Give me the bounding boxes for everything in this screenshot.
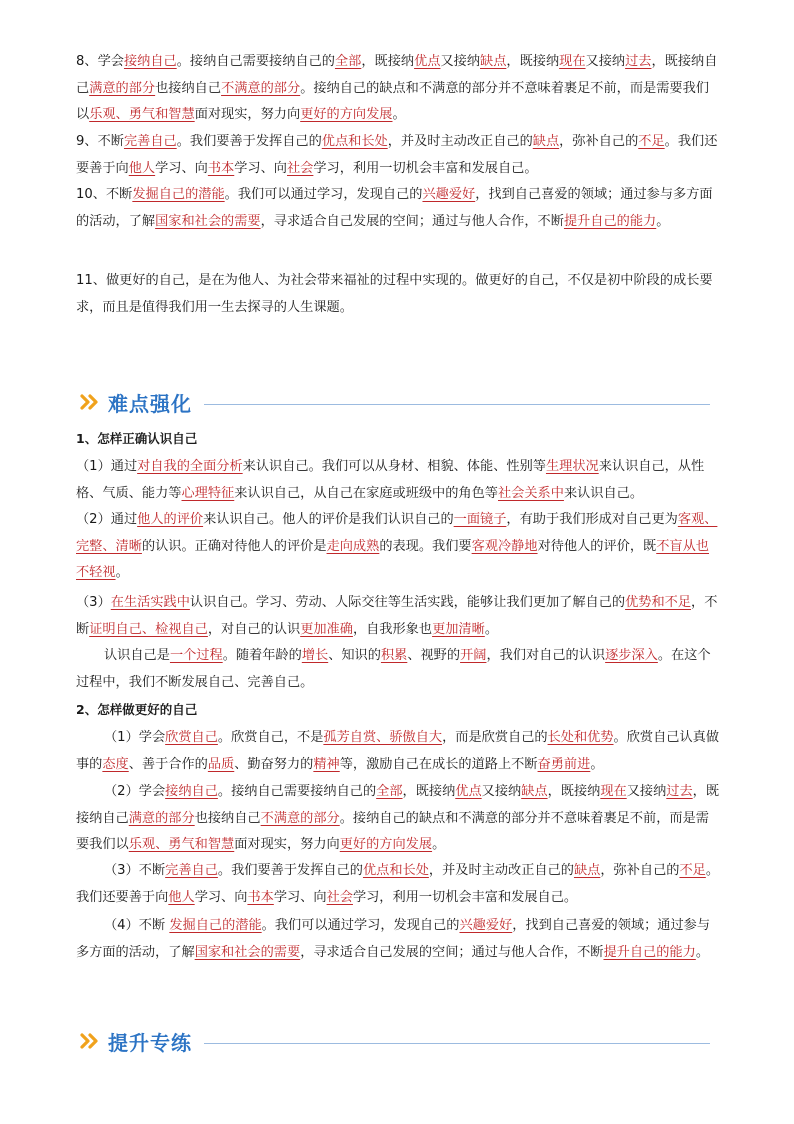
- key-term: 一面镜子: [453, 512, 507, 527]
- key-term: 逐步深入: [605, 648, 658, 663]
- key-term: 现在: [600, 784, 627, 799]
- text-run: 。接纳自己的缺点和不满意的部分并不意味着裹足不前，而是需要我们以: [76, 80, 709, 122]
- text-run: ，既接纳: [506, 54, 560, 69]
- key-term: 提升自己的能力: [603, 944, 696, 960]
- text-run: 面对现实，努力向: [234, 837, 340, 852]
- text-run: 、知识的: [328, 648, 381, 663]
- key-term: 过去: [666, 784, 693, 799]
- key-term: 不满意的部分: [221, 80, 301, 96]
- text-run: （1）学会: [104, 730, 166, 745]
- text-run: 。: [695, 944, 709, 960]
- text-run: 。我们可以通过学习，发现自己的: [224, 187, 423, 202]
- text-run: ，既接纳自己: [76, 784, 720, 826]
- text-run: 又接纳: [585, 54, 626, 69]
- key-term: 客观、完整、清晰: [76, 512, 718, 554]
- text-run: 来认识自己。: [563, 485, 644, 501]
- text-run: 。: [392, 107, 406, 122]
- key-term: 不足: [679, 863, 706, 878]
- key-term: 开阔: [460, 648, 487, 663]
- text-run: （1）通过: [76, 459, 138, 474]
- q1-paragraph-3: [76, 590, 722, 643]
- key-term: 社会关系中: [498, 485, 564, 501]
- key-term: 满意的部分: [89, 80, 156, 96]
- text-run: 9、不断: [76, 134, 124, 149]
- item-9: [76, 129, 722, 182]
- text-run: 也接纳自己: [194, 810, 261, 826]
- key-term: 完善自己: [165, 863, 218, 878]
- text-run: 来认识自己。我们可以从身材、相貌、体能、性别等: [242, 459, 546, 474]
- section-title: 难点强化: [108, 391, 192, 416]
- question-1-heading: 1、怎样正确认识自己: [76, 431, 198, 446]
- key-term: 全部: [376, 784, 403, 799]
- section-practice: [80, 1025, 710, 1057]
- key-term: 不足: [638, 134, 665, 149]
- key-term: 增长: [301, 648, 329, 663]
- text-run: 的认识。正确对待他人的评价是: [141, 538, 327, 554]
- text-run: ，对自己的认识: [207, 621, 301, 637]
- text-run: ，既接纳自己: [76, 54, 718, 96]
- key-term: 积累: [380, 648, 408, 663]
- text-run: 学习、向: [155, 160, 208, 176]
- text-run: ，既接纳: [402, 784, 456, 799]
- key-term: 兴趣爱好: [422, 187, 476, 202]
- text-run: 等，激励自己在成长的道路上不断: [339, 756, 538, 772]
- section-divider: [204, 404, 710, 405]
- text-run: ，我们对自己的认识: [486, 648, 606, 663]
- text-run: ，不断: [76, 595, 718, 637]
- key-term: 现在: [559, 54, 586, 69]
- key-term: 态度: [102, 756, 129, 772]
- key-term: 他人: [128, 160, 156, 176]
- key-term: 书本: [207, 160, 235, 176]
- section-title: 提升专练: [108, 1030, 192, 1055]
- item-8: [76, 49, 722, 129]
- text-run: ，找到自己喜爱的领域；通过参与多方面的活动，了解: [76, 187, 713, 229]
- text-run: 学习，利用一切机会丰富和发展自己。: [313, 160, 538, 176]
- text-run: ，找到自己喜爱的领域；通过参与多方面的活动，了解: [76, 918, 711, 960]
- text-run: 。: [484, 621, 498, 637]
- text-run: ，既接纳: [361, 54, 415, 69]
- key-term: 乐观、勇气和智慧: [89, 107, 195, 122]
- key-term: 优势和不足: [625, 595, 692, 610]
- key-term: 不盲从也不轻视: [76, 538, 709, 580]
- key-term: 更好的方向发展: [300, 107, 393, 122]
- text-run: 。欣赏自己认真做事的: [76, 730, 720, 772]
- double-chevron-icon: [80, 393, 102, 411]
- text-run: ，寻求适合自己发展的空间；通过与他人合作，不断: [300, 944, 604, 960]
- text-run: 来认识自己，从自己在家庭或班级中的角色等: [234, 485, 498, 501]
- text-run: 。欣赏自己，不是: [217, 730, 324, 745]
- q1-paragraph-1: [76, 454, 722, 507]
- key-term: 在生活实践中: [110, 595, 190, 610]
- key-term: 国家和社会的需要: [194, 944, 301, 960]
- q2-paragraph-4: [76, 913, 722, 966]
- key-term: 接纳自己: [165, 784, 218, 799]
- key-term: 优点和长处: [362, 863, 429, 878]
- text-run: 学习、向: [194, 889, 248, 905]
- text-run: 也接纳自己: [155, 80, 222, 96]
- key-term: 发掘自己的潜能: [169, 918, 262, 933]
- text-run: 。接纳自己需要接纳自己的: [217, 784, 377, 799]
- key-term: 缺点: [521, 784, 548, 799]
- text-run: ，弥补自己的: [600, 863, 680, 878]
- text-run: ，寻求适合自己发展的空间；通过与他人合作，不断: [260, 213, 564, 229]
- key-term: 更好的方向发展: [339, 837, 433, 852]
- text-run: （2）学会: [104, 784, 166, 799]
- key-term: 优点: [455, 784, 482, 799]
- text-run: 。在这个过程中，我们不断发展自己、完善自己。: [76, 648, 711, 690]
- key-term: 兴趣爱好: [459, 918, 513, 933]
- text-run: 对待他人的评价，既: [537, 538, 657, 554]
- key-term: 奋勇前进: [537, 756, 591, 772]
- text-run: 。接纳自己需要接纳自己的: [176, 54, 335, 69]
- key-term: 客观冷静地: [471, 538, 538, 554]
- text-run: 11、做更好的自己，是在为他人、为社会带来福祉的过程中实现的。做更好的自己，不仅是初中阶段的成长要求，而且是值得我们用一生去探寻的人生课题。: [76, 273, 713, 315]
- key-term: 满意的部分: [128, 810, 195, 826]
- item-11: [76, 268, 722, 321]
- text-run: （4）不断: [104, 918, 170, 933]
- text-run: 学习，利用一切机会丰富和发展自己。: [352, 889, 578, 905]
- text-run: 。: [115, 565, 129, 580]
- key-term: 缺点: [480, 54, 507, 69]
- text-run: 认识自己。学习、劳动、人际交往等生活实践，能够让我们更加了解自己的: [189, 595, 626, 610]
- key-term: 他人: [168, 889, 195, 905]
- key-term: 国家和社会的需要: [155, 213, 261, 229]
- key-term: 心理特征: [181, 485, 235, 501]
- key-term: 孤芳自赏、骄傲自大: [323, 730, 443, 745]
- key-term: 走向成熟: [326, 538, 380, 554]
- text-run: ，而是欣赏自己的: [442, 730, 548, 745]
- key-term: 更加清晰: [432, 621, 485, 637]
- key-term: 优点: [414, 54, 441, 69]
- text-run: 、视野的: [407, 648, 461, 663]
- text-run: ，既接纳: [547, 784, 601, 799]
- text-run: ，有助于我们形成对自己更为: [506, 512, 678, 527]
- text-run: 学习、向: [234, 160, 287, 176]
- key-term: 全部: [334, 54, 362, 69]
- text-run: 8、学会: [76, 54, 124, 69]
- text-run: 。我们要善于发挥自己的: [217, 863, 363, 878]
- key-term: 品质: [207, 756, 235, 772]
- text-run: 。我们可以通过学习，发现自己的: [261, 918, 460, 933]
- text-run: 认识自己是: [104, 648, 170, 663]
- text-run: 、善于合作的: [128, 756, 208, 772]
- text-run: 。: [432, 837, 446, 852]
- key-term: 完善自己: [123, 134, 177, 149]
- key-term: 长处和优势: [547, 730, 614, 745]
- text-run: 面对现实，努力向: [194, 107, 301, 122]
- q2-paragraph-1: [76, 725, 722, 778]
- key-term: 对自我的全面分析: [137, 459, 243, 474]
- text-run: 又接纳: [481, 784, 522, 799]
- text-run: ，自我形象也: [352, 621, 433, 637]
- text-run: 又接纳: [440, 54, 481, 69]
- key-term: 生理状况: [545, 459, 599, 474]
- text-run: 。我们要善于发挥自己的: [176, 134, 322, 149]
- question-2-heading: 2、怎样做更好的自己: [76, 702, 198, 717]
- text-run: 学习、向: [273, 889, 327, 905]
- key-term: 乐观、勇气和智慧: [128, 837, 235, 852]
- text-run: 来认识自己。他人的评价是我们认识自己的: [203, 512, 454, 527]
- text-run: （3）不断: [104, 863, 166, 878]
- text-run: 又接纳: [626, 784, 667, 799]
- text-run: 的表现。我们要: [379, 538, 472, 554]
- key-term: 书本: [247, 889, 274, 905]
- key-term: 接纳自己: [123, 54, 177, 69]
- key-term: 欣赏自己: [165, 730, 218, 745]
- key-term: 缺点: [532, 134, 560, 149]
- text-run: 10、不断: [76, 187, 133, 202]
- key-term: 社会: [326, 889, 353, 905]
- q1-paragraph-2: [76, 507, 722, 587]
- key-term: 证明自己、检视自己: [89, 621, 208, 637]
- item-10: [76, 182, 722, 235]
- key-term: 优点和长处: [321, 134, 388, 149]
- key-term: 更加准确: [300, 621, 353, 637]
- key-term: 发掘自己的潜能: [132, 187, 225, 202]
- q1-paragraph-4: [76, 643, 722, 696]
- section-difficulty: [80, 386, 710, 418]
- text-run: （3）: [76, 595, 111, 610]
- text-run: 。我们还要善于向: [76, 134, 718, 176]
- key-term: 一个过程: [169, 648, 223, 663]
- text-run: 。随着年龄的: [222, 648, 302, 663]
- key-term: 过去: [625, 54, 652, 69]
- text-run: ，弥补自己的: [559, 134, 639, 149]
- key-term: 缺点: [573, 863, 601, 878]
- q2-paragraph-3: [76, 858, 722, 911]
- key-term: 社会: [287, 160, 314, 176]
- key-term: 提升自己的能力: [563, 213, 657, 229]
- key-term: 不满意的部分: [260, 810, 340, 826]
- text-run: 、勤奋努力的: [234, 756, 314, 772]
- text-run: ，并及时主动改正自己的: [428, 863, 574, 878]
- key-term: 精神: [313, 756, 340, 772]
- text-run: 来认识自己，从性格、气质、能力等: [76, 459, 705, 501]
- text-run: 。: [590, 756, 604, 772]
- text-run: ，并及时主动改正自己的: [387, 134, 533, 149]
- text-run: 。: [656, 213, 670, 229]
- double-chevron-icon: [80, 1032, 102, 1050]
- key-term: 他人的评价: [137, 512, 204, 527]
- text-run: 。接纳自己的缺点和不满意的部分并不意味着裹足不前，而是需要我们以: [76, 810, 709, 852]
- section-divider: [204, 1043, 710, 1044]
- text-run: 。我们还要善于向: [76, 863, 720, 905]
- text-run: （2）通过: [76, 512, 138, 527]
- q2-paragraph-2: [76, 779, 722, 859]
